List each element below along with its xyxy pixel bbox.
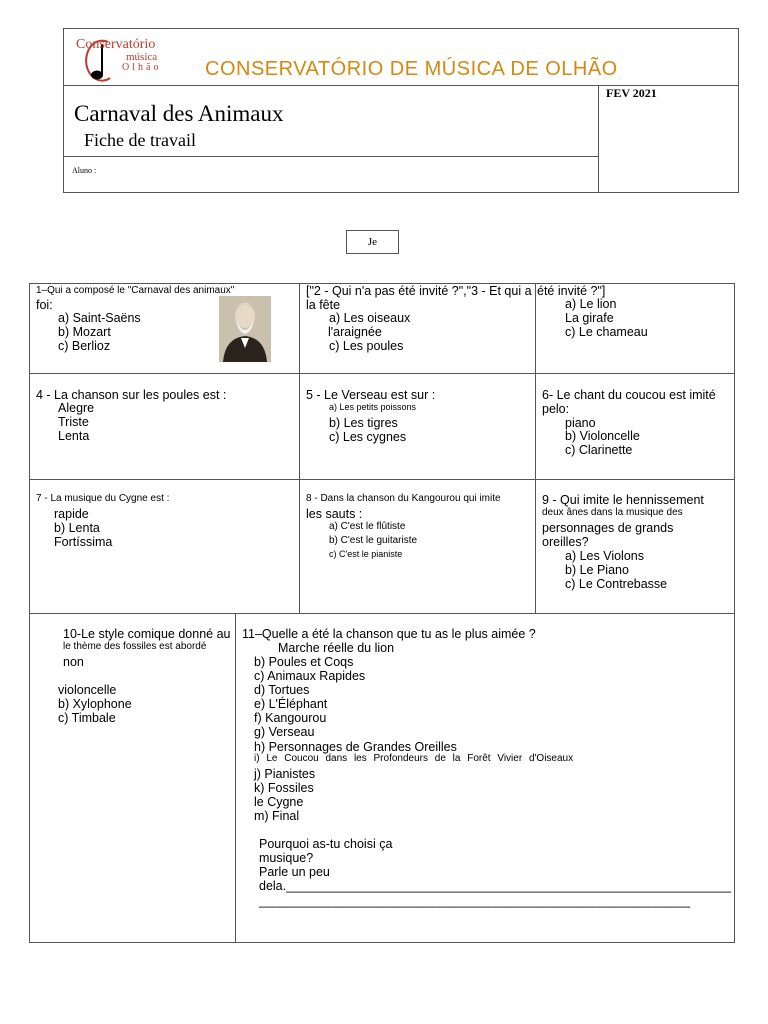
col-divider-bottom <box>235 613 236 943</box>
q3-title-line1: été invité ?"] <box>537 284 606 298</box>
q4-option-b: Triste <box>58 415 89 429</box>
q10-option-c: c) Timbale <box>58 711 116 725</box>
row-divider-2 <box>29 479 735 480</box>
q6-title-line1: 6- Le chant du coucou est imité <box>542 388 716 402</box>
q11-title: 11–Quelle a été la chanson que tu as le plus aimée ? <box>242 627 536 641</box>
col-divider-1 <box>299 283 300 613</box>
q11-option-e: e) L'Éléphant <box>254 697 328 711</box>
q11-option-i: i) Le Coucou dans les Profondeurs de la Forêt Vivier d'Oiseaux <box>254 753 574 764</box>
q2-option-c: c) Les poules <box>329 339 404 353</box>
row-divider-1 <box>29 373 735 374</box>
q9-title-line1: 9 - Qui imite le hennissement <box>542 493 704 507</box>
q2-title-line2: la fête <box>306 298 341 312</box>
q10-title-line3: non <box>63 655 84 669</box>
q5-option-a: a) Les petits poissons <box>329 402 417 412</box>
q3-option-c: c) Le chameau <box>565 325 648 339</box>
q11-why-line2: musique? <box>259 851 314 865</box>
q11-why-line3: Parle un peu <box>259 865 330 879</box>
q11-option-b: b) Poules et Coqs <box>254 655 354 669</box>
q7-option-b: b) Lenta <box>54 521 100 535</box>
q1-title-line2: foi: <box>36 298 53 312</box>
date-column-divider <box>598 85 599 193</box>
q2-option-a: a) Les oiseaux <box>329 311 411 325</box>
q9-option-c: c) Le Contrebasse <box>565 577 668 591</box>
q10-option-b: b) Xylophone <box>58 697 132 711</box>
logo-line2: música <box>126 51 158 63</box>
school-name: CONSERVATÓRIO DE MÚSICA DE OLHÃO <box>205 58 618 80</box>
logo-line1: Conservatório <box>76 37 156 52</box>
q10-title-line1: 10-Le style comique donné au <box>63 627 231 641</box>
student-label: Aluno : <box>72 166 97 175</box>
q1-option-c: c) Berlioz <box>58 339 111 353</box>
je-label: Je <box>367 236 378 248</box>
q10-option-a: violoncelle <box>58 683 117 697</box>
q9-option-a: a) Les Violons <box>565 549 644 563</box>
page-subtitle: Fiche de travail <box>84 130 196 150</box>
q4-option-c: Lenta <box>58 429 90 443</box>
q8-option-c: c) C'est le pianiste <box>329 549 403 559</box>
q3-option-b: La girafe <box>565 311 614 325</box>
q4-option-a: Alegre <box>58 401 95 415</box>
q9-option-b: b) Le Piano <box>565 563 629 577</box>
q7-option-c: Fortíssima <box>54 535 113 549</box>
q11-option-c: c) Animaux Rapides <box>254 669 366 683</box>
q11-option-l: le Cygne <box>254 795 304 809</box>
q7-title: 7 - La musique du Cygne est : <box>36 493 170 504</box>
q2-title-line1: ["2 - Qui n'a pas été invité ?","3 - Et qui a <box>306 284 532 298</box>
page-title: Carnaval des Animaux <box>74 101 284 126</box>
q1-title-line1: 1–Qui a composé le "Carnaval des animaux" <box>36 285 235 296</box>
q9-title-line3: personnages de grands <box>542 521 674 535</box>
q5-title: 5 - Le Verseau est sur : <box>306 388 436 402</box>
q1-option-b: b) Mozart <box>58 325 111 339</box>
q6-option-a: piano <box>565 416 596 430</box>
q8-title-line2: les sauts : <box>306 507 363 521</box>
logo-line3: Olhão <box>122 62 162 73</box>
q8-option-b: b) C'est le guitariste <box>329 535 418 546</box>
q8-title-line1: 8 - Dans la chanson du Kangourou qui imite <box>306 493 501 504</box>
q11-option-f: f) Kangourou <box>254 711 327 725</box>
q11-answer-line1[interactable]: dela.________________________________________________________________ <box>259 879 732 893</box>
q11-option-j: j) Pianistes <box>254 767 316 781</box>
q11-why-line1: Pourquoi as-tu choisi ça <box>259 837 393 851</box>
q5-option-c: c) Les cygnes <box>329 430 407 444</box>
q9-title-line4: oreilles? <box>542 535 589 549</box>
q5-option-b: b) Les tigres <box>329 416 398 430</box>
school-logo <box>74 34 184 84</box>
date-label: FEV 2021 <box>606 86 657 100</box>
q11-option-d: d) Tortues <box>254 683 310 697</box>
q11-option-a: Marche réelle du lion <box>278 641 395 655</box>
q6-option-b: b) Violoncelle <box>565 429 640 443</box>
je-box <box>346 230 399 254</box>
q11-option-k: k) Fossiles <box>254 781 314 795</box>
q11-option-m: m) Final <box>254 809 300 823</box>
q7-option-a: rapide <box>54 507 89 521</box>
student-row-divider <box>63 156 599 157</box>
q10-title-line2: le thème des fossiles est abordé <box>63 641 207 652</box>
row-divider-3 <box>29 613 735 614</box>
q2-option-b: l'araignée <box>328 325 382 339</box>
q11-option-g: g) Verseau <box>254 725 315 739</box>
q11-option-h: h) Personnages de Grandes Oreilles <box>254 740 457 754</box>
col-divider-2 <box>535 283 536 613</box>
q6-title-line2: pelo: <box>542 402 570 416</box>
q1-option-a: a) Saint-Saëns <box>58 311 141 325</box>
q8-option-a: a) C'est le flûtiste <box>329 521 406 532</box>
composer-portrait <box>219 296 271 362</box>
q3-option-a: a) Le lion <box>565 297 617 311</box>
q6-option-c: c) Clarinette <box>565 443 633 457</box>
q9-title-line2: deux ânes dans la musique des <box>542 507 683 518</box>
q11-answer-line2[interactable]: ______________________________________________________________ <box>259 894 691 908</box>
q4-title: 4 - La chanson sur les poules est : <box>36 388 227 402</box>
